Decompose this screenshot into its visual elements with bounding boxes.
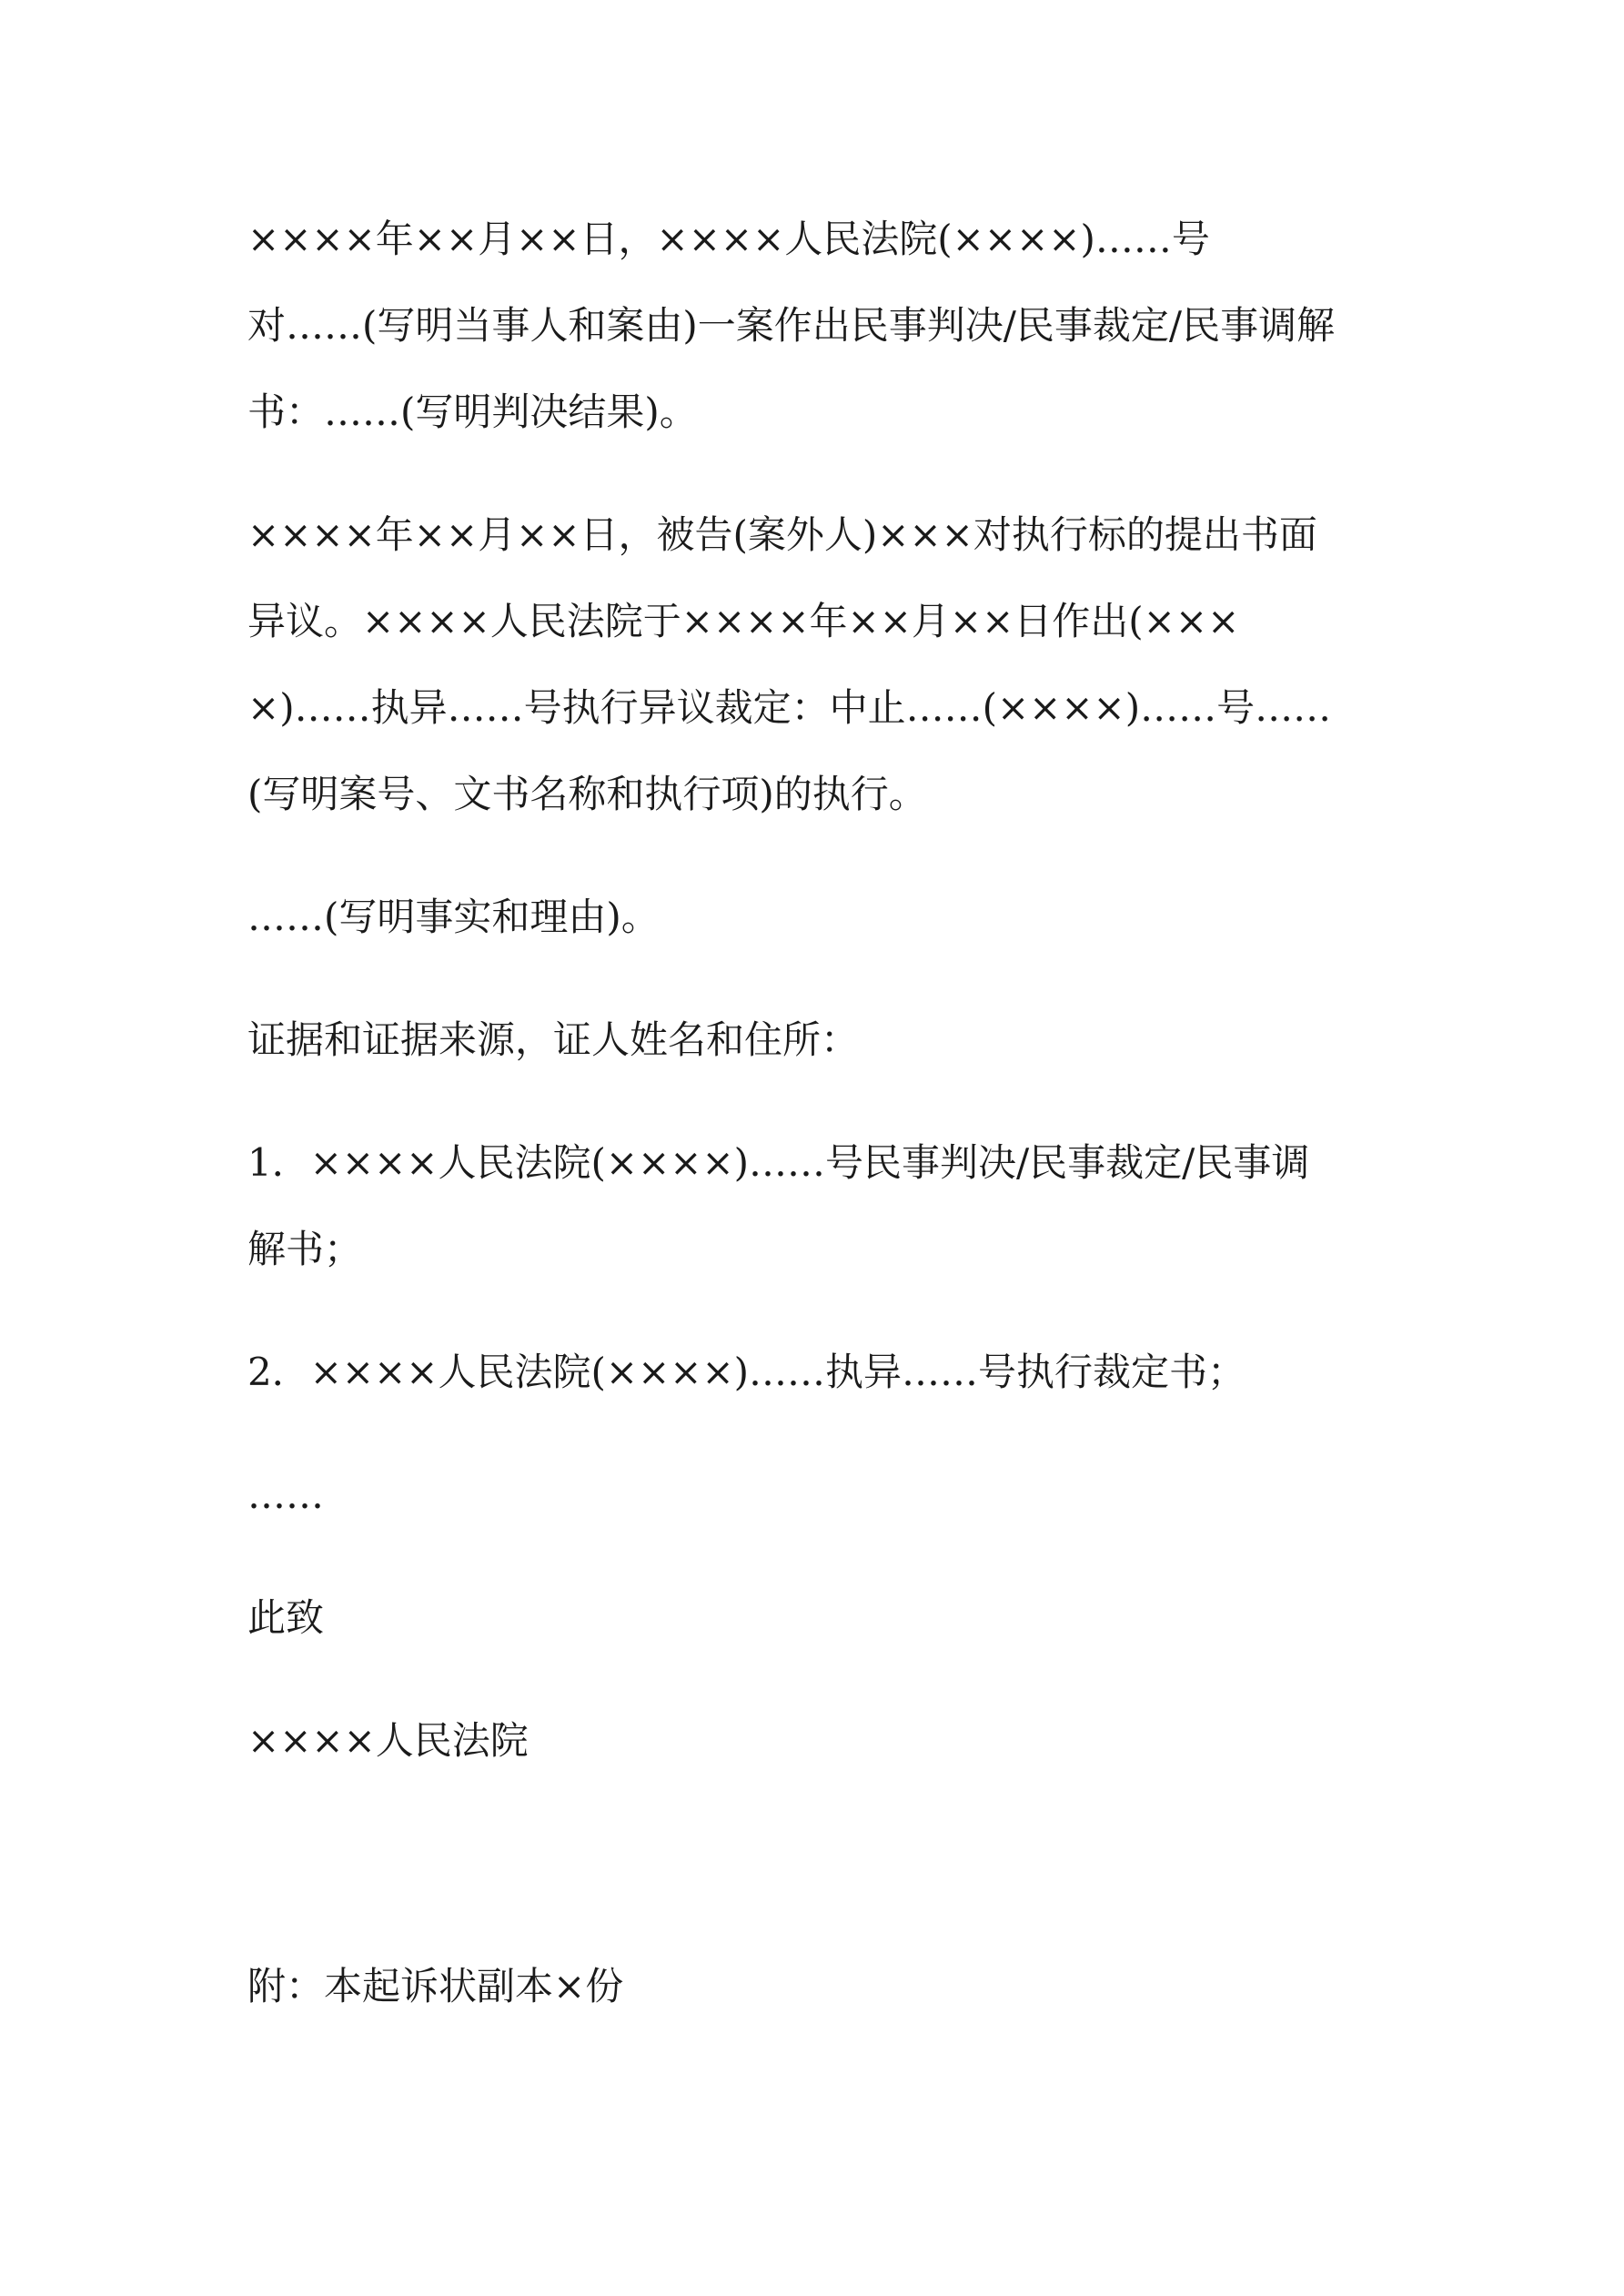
attachment-note: 附：本起诉状副本×份 bbox=[247, 1964, 624, 2008]
paragraph-2-line-4: (写明案号、文书名称和执行项)的执行。 bbox=[247, 772, 927, 816]
evidence-item-2: 2．××××人民法院(××××)……执异……号执行裁定书； bbox=[247, 1350, 1246, 1394]
paragraph-1-line-2: 对……(写明当事人和案由)一案作出民事判决/民事裁定/民事调解 bbox=[247, 303, 1336, 348]
paragraph-1-line-3: 书：……(写明判决结果)。 bbox=[247, 389, 698, 434]
evidence-item-1-line-2: 解书； bbox=[247, 1227, 363, 1271]
facts-paragraph: ……(写明事实和理由)。 bbox=[247, 895, 660, 939]
evidence-item-1-line-1: 1．××××人民法院(××××)……号民事判决/民事裁定/民事调 bbox=[247, 1140, 1310, 1185]
ellipsis-line: …… bbox=[247, 1472, 324, 1517]
paragraph-2-line-2: 异议。××××人民法院于××××年××月××日作出(××× bbox=[247, 599, 1240, 643]
paragraph-2-line-3: ×)……执异……号执行异议裁定：中止……(××××)……号…… bbox=[247, 685, 1332, 730]
paragraph-1-line-1: ××××年××月××日，××××人民法院(××××)……号 bbox=[247, 217, 1210, 261]
paragraph-2-line-1: ××××年××月××日，被告(案外人)×××对执行标的提出书面 bbox=[247, 512, 1317, 557]
salutation: 此致 bbox=[247, 1595, 325, 1640]
evidence-heading: 证据和证据来源，证人姓名和住所： bbox=[247, 1017, 860, 1062]
court-name: ××××人民法院 bbox=[247, 1718, 529, 1763]
